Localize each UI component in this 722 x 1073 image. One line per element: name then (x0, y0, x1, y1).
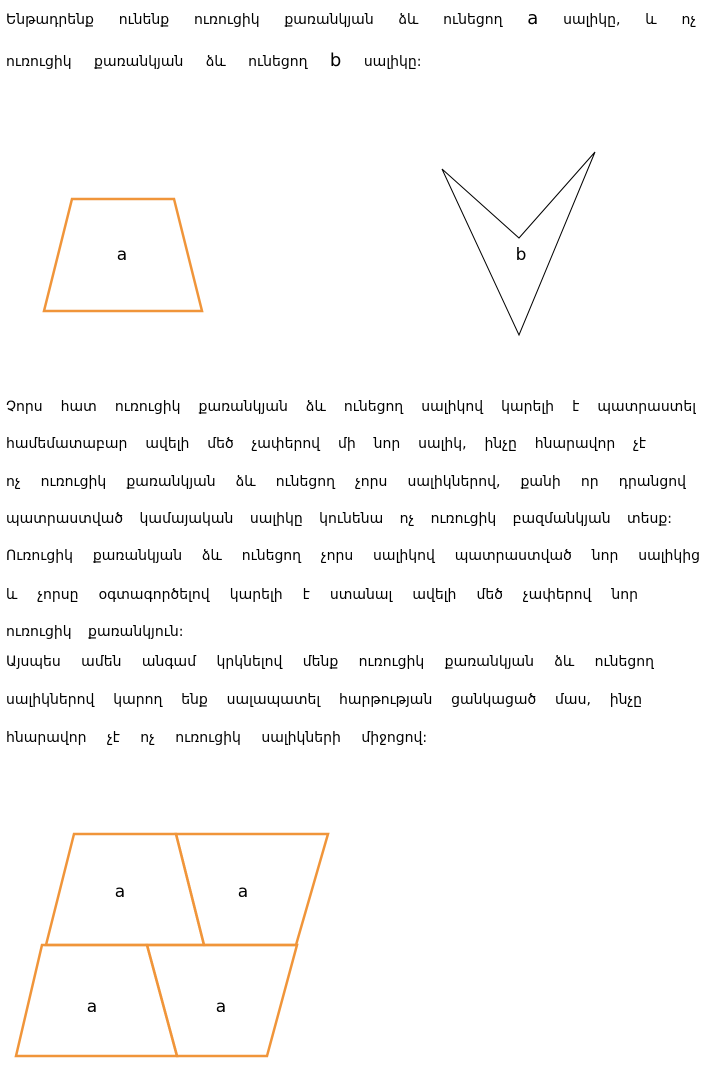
paragraph-2-line-1: Այսպես ամեն անգամ կրկնելով մենք ուռուցիկ քառանկյան ձև ունեցող (6, 654, 654, 670)
paragraph-1-line-4: պատրաստված կամայական սալիկը կունենա ոչ ուռուցիկ բազմանկյան տեսք: (6, 511, 672, 527)
tile-bottom-left-label: a (86, 997, 98, 1017)
paragraph-1-line-7: ուռուցիկ քառանկյուն: (6, 624, 184, 640)
intro-line-1-text-end: սալիկը, և ոչ (563, 12, 696, 28)
tile-bottom-right-label: a (215, 997, 227, 1017)
concave-shape-label: b (515, 245, 527, 265)
convex-shape-label: a (116, 245, 128, 265)
paragraph-2-line-3: հնարավոր չէ ոչ ուռուցիկ սալիկների միջոցով: (6, 730, 428, 746)
paragraph-1-line-2: համեմատաբար ավելի մեծ չափերով մի նոր սալիկ, ինչը հնարավոր չէ (6, 436, 646, 452)
paragraph-1-line-5: Ուռուցիկ քառանկյան ձև ունեցող չորս սալիկով պատրաստված նոր սալիկից (6, 548, 700, 564)
tile-top-right (176, 834, 328, 945)
intro-line-2-text-start: ուռուցիկ քառանկյան ձև ունեցող (6, 54, 308, 70)
intro-line-1-text-start: Ենթադրենք ունենք ուռուցիկ քառանկյան ձև ունեցող (6, 12, 503, 28)
inline-label-b: b (329, 51, 342, 71)
paragraph-2-line-2: սալիկներով կարող ենք սալապատել հարթության ցանկացած մաս, ինչը (6, 692, 642, 708)
inline-label-a: a (527, 9, 539, 29)
tile-top-right-label: a (237, 882, 249, 902)
intro-line-2-text-end: սալիկը: (363, 54, 422, 70)
paragraph-1-line-1: Չորս հատ ուռուցիկ քառանկյան ձև ունեցող սալիկով կարելի է պատրաստել (6, 399, 696, 415)
tile-top-left-label: a (114, 882, 126, 902)
paragraph-1-line-6: և չորսը օգտագործելով կարելի է ստանալ ավելի մեծ չափերով նոր (6, 587, 638, 603)
paragraph-1-line-3: ոչ ուռուցիկ քառանկյան ձև ունեցող չորս սալիկներով, քանի որ դրանցով (6, 474, 686, 490)
